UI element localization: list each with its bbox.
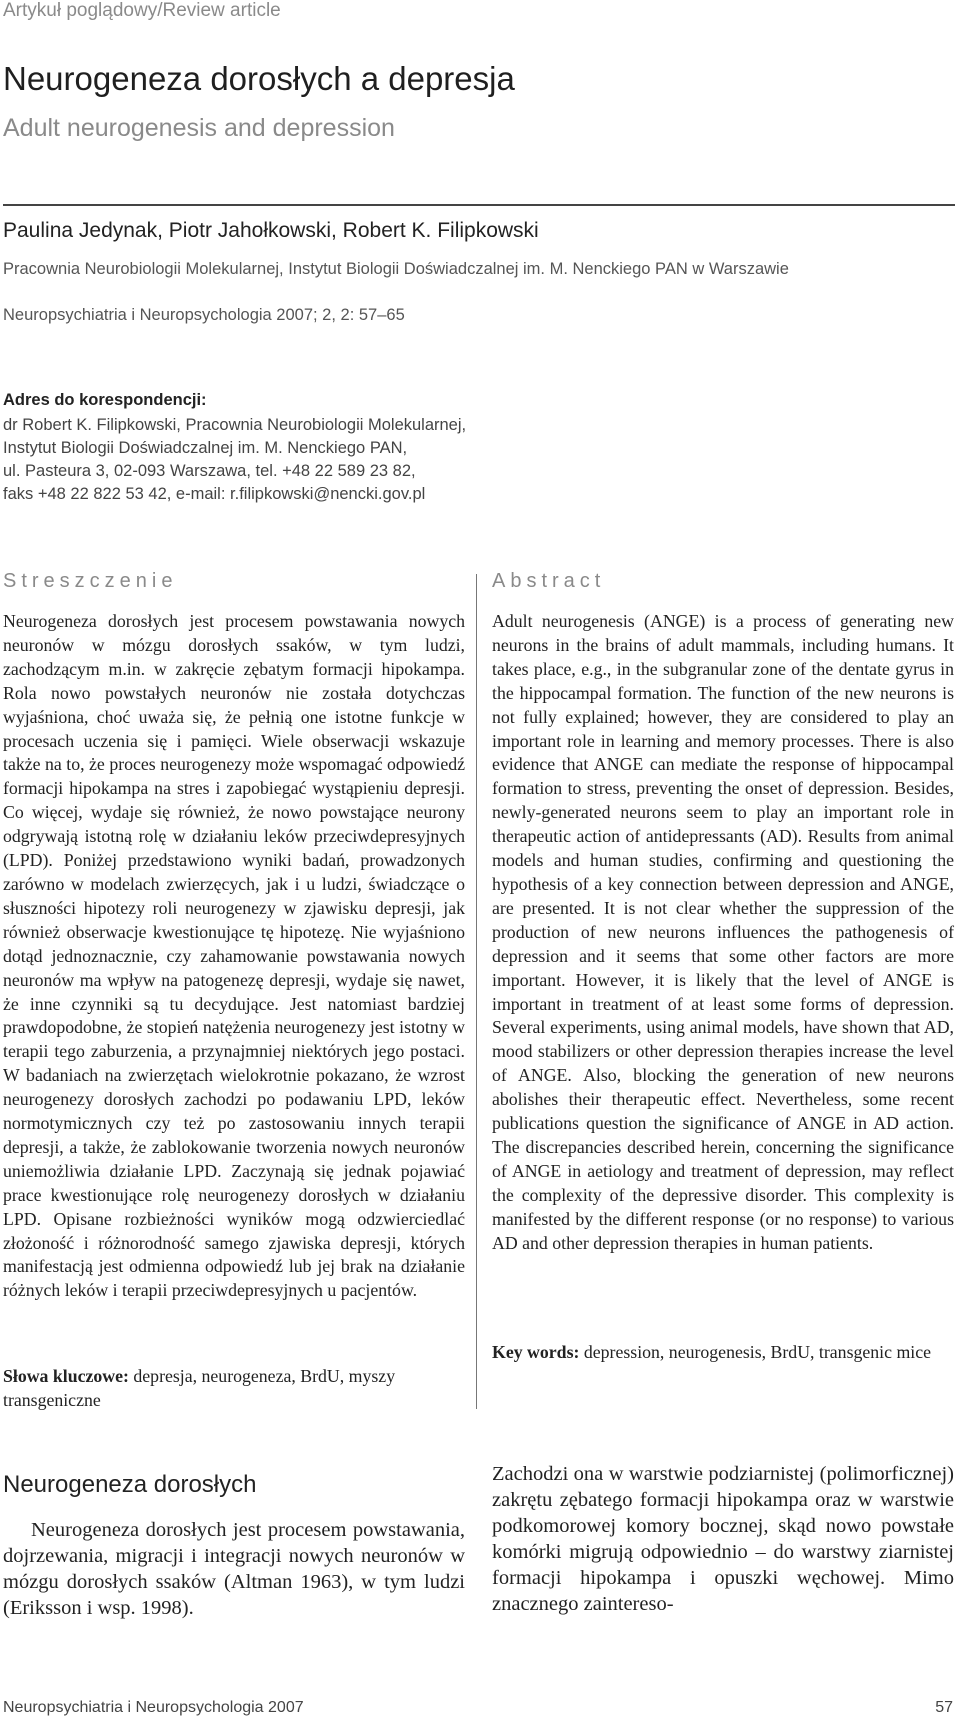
page-subtitle: Adult neurogenesis and depression <box>3 114 395 142</box>
keywords-value: depresja, neurogeneza, BrdU, myszy transgeniczne <box>3 1366 396 1410</box>
correspondence-line: ul. Pasteura 3, 02-093 Warszawa, tel. +48 22 589 23 82, <box>3 462 416 480</box>
keywords-label: Key words: <box>492 1342 580 1362</box>
keywords-value: depression, neurogenesis, BrdU, transgenic mice <box>579 1342 932 1362</box>
authors: Paulina Jedynak, Piotr Jahołkowski, Robert K. Filipkowski <box>3 219 539 242</box>
column-divider <box>476 574 477 1409</box>
page-number: 57 <box>935 1699 953 1716</box>
correspondence-heading: Adres do korespondencji: <box>3 391 207 409</box>
citation: Neuropsychiatria i Neuropsychologia 2007; 2, 2: 57–65 <box>3 306 405 324</box>
abstract-keywords <box>492 1341 954 1365</box>
correspondence-line: dr Robert K. Filipkowski, Pracownia Neurobiologii Molekularnej, <box>3 416 467 434</box>
streszczenie-text: Neurogeneza dorosłych jest procesem powstawania nowych neuronów w mózgu dorosłych ssaków, w tym ludzi, zachodzącym m.in. w zakręcie zębatym formacji hipokampa. Rola nowo powstałych neuronów nie została dotychczas wyjaśniona, choć uważa się, że pełnią one istotne funkcje w procesach uczenia się i pamięci. Wiele obserwacji wskazuje także na to, że proces neurogenezy może wspomagać odpowiedź formacji hipokampa na stres i zapobiegać wystąpieniu depresji. Co więcej, wydaje się również, że nowo powstające neurony odgrywają istotną rolę w działaniu leków przeciwdepresyjnych (LPD). Poniżej przedstawiono wyniki badań, prowadzonych zarówno w modelach zwierzęcych, jak i u ludzi, świadczące o słuszności hipotezy roli neurogenezy w zjawisku depresji, jak również obserwacje kwestionujące tę hipotezę. Nie wyjaśniono dotąd jednoznacznie, czy zahamowanie powstawania nowych neuronów ma wpływ na patogenezę depresji, wydaje się nawet, że inne czynniki są tu decydujące. Jest natomiast bardziej prawdopodobne, że stopień natężenia neurogenezy jest istotny w terapii tego zaburzenia, a przynajmniej niektórych jego postaci. W badaniach na zwierzętach wielokrotnie pokazano, że wzrost neurogenezy dorosłych zachodzi po podawaniu LPD, leków normotymicznych czy też po zastosowaniu innych terapii depresji, a także, że zablokowanie tworzenia nowych neuronów uniemożliwia działanie LPD. Zaczynają się jednak pojawiać prace kwestionujące rolę neurogenezy dorosłych w działaniu LPD. Opisane rozbieżności wyników mogą odzwierciedlać złożoność i różnorodność samego zjawiska depresji, których manifestacją jest odmienna odpowiedź lub jej brak na działanie różnych leków i terapii przeciwdepresyjnych u pacjentów. <box>3 611 465 1301</box>
body-paragraph-left: Neurogeneza dorosłych jest procesem powstawania, dojrzewania, migracji i integracji nowych neuronów w mózgu dorosłych ssaków (Altman 1963), w tym ludzi (Eriksson i wsp. 1998). <box>3 1519 465 1619</box>
abstract-text: Adult neurogenesis (ANGE) is a process of generating new neurons in the brains of adult mammals, including humans. It takes place, e.g., in the subgranular zone of the dentate gyrus in the hippocampal formation. The function of the new neurons is not fully explained; however, they are considered to play an important role in learning and memory processes. There is also evidence that ANGE can mediate the response of hippocampal formation to stress, preventing the onset of depression. Besides, newly-generated neurons seem to play an important role in therapeutic action of antidepressants (AD). Results from animal models and human studies, confirming and questioning the hypothesis of a key connection between depression and ANGE, are presented. It is not clear whether the suppression of the production of new neurons influences the pathogenesis of depression and it seems that some other factors are more important. However, it is likely that the level of ANGE is important in treatment of at least some forms of depression. Several experiments, using animal models, have shown that AD, mood stabilizers or other depression therapies increase the level of ANGE. Also, blocking the generation of new neurons abolishes their therapeutic effect. Nevertheless, some recent publications question the significance of ANGE in AD action. The discrepancies described herein, concerning the significance of ANGE in aetiology and treatment of depression, may reflect the complexity of the depressive disorder. This complexity is manifested by the different response (or no response) to various AD and other depression therapies in human patients. <box>492 611 954 1253</box>
body-paragraph-right: Zachodzi ona w warstwie podziarnistej (polimorficznej) zakrętu zębatego formacji hipokampa oraz w warstwie podkomorowej komory bocznej, skąd nowo powstałe komórki migrują odpowiednio – do warstwy ziarnistej formacji hipokampa i opuszki węchowej. Mimo znacznego zaintereso- <box>492 1463 954 1615</box>
affiliation: Pracownia Neurobiologii Molekularnej, Instytut Biologii Doświadczalnej im. M. Nenckiego PAN w Warszawie <box>3 260 789 278</box>
correspondence-email-line: faks +48 22 822 53 42, e-mail: r.filipkowski@nencki.gov.pl <box>3 485 426 503</box>
abstract-heading: Abstract <box>492 570 606 592</box>
page-title: Neurogeneza dorosłych a depresja <box>3 60 515 97</box>
header-divider <box>3 204 955 206</box>
correspondence-line: Instytut Biologii Doświadczalnej im. M. Nenckiego PAN, <box>3 439 408 457</box>
footer-journal: Neuropsychiatria i Neuropsychologia 2007 <box>3 1699 304 1716</box>
article-type-label: Artykuł poglądowy/Review article <box>3 0 281 21</box>
keywords-label: Słowa kluczowe: <box>3 1366 129 1386</box>
streszczenie-keywords <box>3 1365 465 1413</box>
streszczenie-heading: Streszczenie <box>3 570 178 592</box>
section-heading: Neurogeneza dorosłych <box>3 1471 257 1498</box>
